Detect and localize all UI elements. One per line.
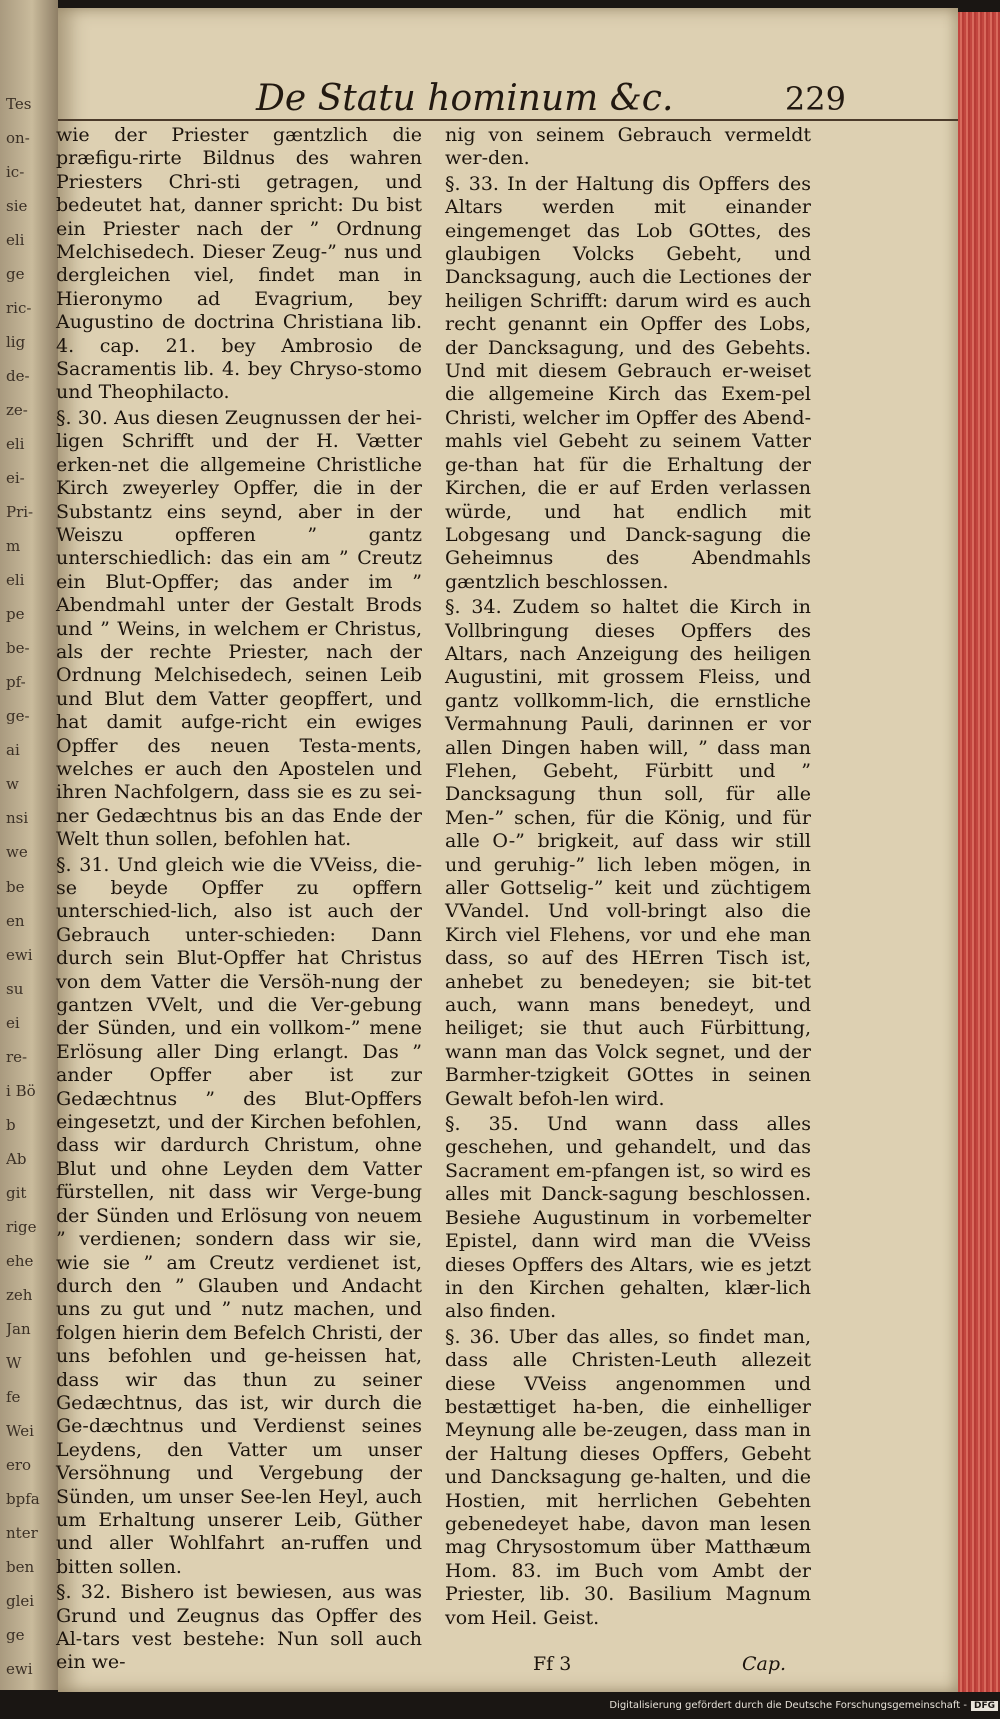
paragraph: nig von seinem Gebrauch vermeldt wer-den. [445, 124, 811, 170]
spine-fragment: git [6, 1184, 27, 1202]
digitization-footer [560, 1700, 998, 1716]
spine-fragment: i Bö [6, 1082, 36, 1100]
paragraph: §. 31. Und gleich wie die VVeiss, die-se beyde Opffer zu opffern unterschied-lich, also ist auch der Gebrauch unter-schieden: Dann durch sein Blut-Opffer hat Christus von dem Vatter die Versöh-nung der gantzen VVelt, und die Ver-gebung der Sünden, und ein vollkom-” mene Erlösung aller Ding erlangt. Das ” ander Opffer aber ist zur Gedæchtnus ” des Blut-Opffers eingesetzt, und der Kirchen befohlen, dass wir dardurch Christum, ohne Blut und ohne Leyden dem Vatter fürstellen, nit dass wir Verge-bung der Sünden und Erlösung von neuem ” verdienen; sondern dass wir sie, wie sie ” am Creutz verdienet ist, durch den ” Glauben und Andacht uns zu gut und ” nutz machen, und folgen hierin dem Befelch Christi, der uns befohlen und ge-heissen hat, dass wir das thun zu seiner Gedæchtnus, das ist, wir durch die Ge-dæchtnus und Verdienst seines Leydens, den Vatter um unser Versöhnung und Vergebung der Sünden, um unser See-len Heyl, auch um Erhaltung unserer Leib, Güther und aller Wohlfahrt an-ruffen und bitten sollen. [56, 853, 422, 1578]
spine-fragment: ei- [6, 469, 25, 487]
spine-fragment: W [6, 1354, 22, 1372]
spine-fragment: en [6, 912, 25, 930]
spine-fragment: pe [6, 605, 25, 623]
spine-fragment: pf- [6, 673, 26, 691]
spine-fragment: Pri- [6, 503, 34, 521]
paragraph: §. 34. Zudem so haltet die Kirch in Vollbringung dieses Opffers des Altars, nach Anzeigung des heiligen Augustini, mit grossem Fleiss, und gantz vollkomm-lich, die ernstliche Vermahnung Pauli, darinnen er vor allen Dingen haben will, ” dass man Flehen, Gebeht, Fürbitt und ” Dancksagung thun soll, für alle Men-” schen, für die König, und für alle O-” brigkeit, auf dass wir still und geruhig-” lich leben mögen, in aller Gottselig-” keit und züchtigem VVandel. Und voll-bringt also die Kirch viel Flehens, vor und ehe man dass, so auf des HErren Tisch ist, anhebet zu benedeyen; sie bit-tet auch, wann mans benedeyt, und heiliget; sie thut auch Fürbittung, wann man das Volck segnet, und der Barmher-tzigkeit GOttes in seinen Gewalt befoh-len wird. [445, 596, 811, 1110]
spine-fragment: zeh [6, 1286, 33, 1304]
paragraph: §. 32. Bishero ist bewiesen, aus was Grund und Zeugnus das Opffer des Al-tars vest bestehe: Nun soll auch ein we- [56, 1581, 422, 1674]
spine-fragment: ehe [6, 1252, 34, 1270]
page-edge [958, 12, 1000, 1692]
spine-fragment: eli [6, 571, 25, 589]
dfg-logo-icon: DFG [971, 1701, 998, 1711]
spine-fragment: ze- [6, 401, 28, 419]
left-column [56, 124, 422, 1677]
spine-fragment: ai [6, 741, 20, 759]
spine-fragment: su [6, 980, 24, 998]
header-rule [58, 119, 958, 121]
spine-fragment: nsi [6, 809, 29, 827]
signature-mark: Ff 3 [533, 1653, 572, 1675]
spine-fragment: ric- [6, 299, 32, 317]
spine-fragment: lig [6, 333, 26, 351]
spine-fragment: ewi [6, 946, 33, 964]
spine-fragment: de- [6, 367, 30, 385]
spine-fragment: Wei [6, 1422, 34, 1440]
spine-fragment: be [6, 878, 25, 896]
facing-page-spine [0, 0, 58, 1690]
spine-fragment: on- [6, 129, 30, 147]
spine-fragment: bpfa [6, 1490, 40, 1508]
spine-fragment: nter [6, 1524, 38, 1542]
catchword: Cap. [742, 1653, 787, 1675]
spine-fragment: Jan [6, 1320, 31, 1338]
spine-fragment: glei [6, 1592, 35, 1610]
book-page [58, 8, 958, 1692]
running-title: De Statu hominum &c. [256, 78, 674, 119]
right-column [445, 124, 811, 1632]
spine-fragment: ge [6, 265, 25, 283]
spine-fragment: we [6, 843, 28, 861]
spine-fragment: Ab [6, 1150, 27, 1168]
spine-fragment: ewi [6, 1660, 33, 1678]
paragraph: §. 30. Aus diesen Zeugnussen der hei-ligen Schrifft und der H. Vætter erken-net die allgemeine Christliche Kirch zweyerley Opffer, die in der Substantz eins seynd, aber in der Weiszu opfferen ” gantz unterschiedlich: das ein am ” Creutz ein Blut-Opffer; das ander im ” Abendmahl unter der Gestalt Brods und ” Weins, in welchem er Christus, als der rechte Priester, nach der Ordnung Melchisedech, seinen Leib und Blut dem Vatter geopffert, und hat damit aufge-richt ein ewiges Opffer des neuen Testa-ments, welches er auch den Apostelen und ihren Nachfolgern, dass sie es zu sei-ner Gedæchtnus bis an das Ende der Welt thun sollen, befohlen hat. [56, 406, 422, 851]
spine-fragment: ge [6, 1626, 25, 1644]
spine-fragment: rige [6, 1218, 37, 1236]
paragraph: §. 35. Und wann dass alles geschehen, und gehandelt, und das Sacrament em-pfangen ist, so wird es alles mit Danck-sagung beschlossen. Besiehe Augustinum in vorbemelter Epistel, dann wird man die VVeiss dieses Opffers des Altars, wie es jetzt in den Kirchen gehalten, klær-lich also finden. [445, 1113, 811, 1323]
spine-fragment: ge- [6, 707, 30, 725]
spine-fragment: eli [6, 435, 25, 453]
footer-text: Digitalisierung gefördert durch die Deutsche Forschungsgemeinschaft - [609, 1700, 967, 1711]
spine-fragment: ben [6, 1558, 35, 1576]
spine-fragment: be- [6, 639, 30, 657]
spine-fragment: eli [6, 231, 25, 249]
spine-fragment: ero [6, 1456, 32, 1474]
spine-fragment: m [6, 537, 21, 555]
spine-fragment: sie [6, 197, 28, 215]
spine-fragment: ei [6, 1014, 20, 1032]
paragraph: §. 33. In der Haltung dis Opffers des Altars werden mit einander eingemenget das Lob GOttes, des glaubigen Volcks Gebeht, und Dancksagung, auch die Lectiones der heiligen Schrifft: darum wird es auch recht genannt ein Opffer des Lobs, der Dancksagung, und des Gebehts. Und mit diesem Gebrauch er-weiset die allgemeine Kirch das Exem-pel Christi, welcher im Opffer des Abend-mahls viel Gebeht zu seinem Vatter ge-than hat für die Erhaltung der Kirchen, die er auf Erden verlassen würde, und hat endlich mit Lobgesang und Danck-sagung die Geheimnus des Abendmahls gæntzlich beschlossen. [445, 172, 811, 593]
spine-fragment: Tes [6, 95, 32, 113]
spine-fragment: w [6, 775, 19, 793]
paragraph: wie der Priester gæntzlich die præfigu-rirte Bildnus des wahren Priesters Chri-sti getragen, und bedeutet hat, danner spricht: Du bist ein Priester nach der ” Ordnung Melchisedech. Dieser Zeug-” nus und dergleichen viel, findet man in Hieronymo ad Evagrium, bey Augustino de doctrina Christiana lib. 4. cap. 21. bey Ambrosio de Sacramentis lib. 4. bey Chryso-stomo und Theophilacto. [56, 124, 422, 404]
spine-fragment: ic- [6, 163, 25, 181]
spine-fragment: re- [6, 1048, 28, 1066]
paragraph: §. 36. Uber das alles, so findet man, dass alle Christen-Leuth allezeit diese VVeiss angenommen und bestættiget ha-ben, die einhelliger Meynung alle be-zeugen, dass man in der Haltung dieses Opffers, Gebeht und Dancksagung ge-halten, und die Hostien, mit herrlichen Gebehten gebenedeyet habe, davon man lesen mag Chrysostomum über Matthæum Hom. 83. im Buch vom Ambt der Priester, lib. 30. Basilium Magnum vom Heil. Geist. [445, 1325, 811, 1629]
page-number: 229 [784, 80, 846, 118]
spine-fragment: fe [6, 1388, 21, 1406]
spine-fragment: b [6, 1116, 16, 1134]
